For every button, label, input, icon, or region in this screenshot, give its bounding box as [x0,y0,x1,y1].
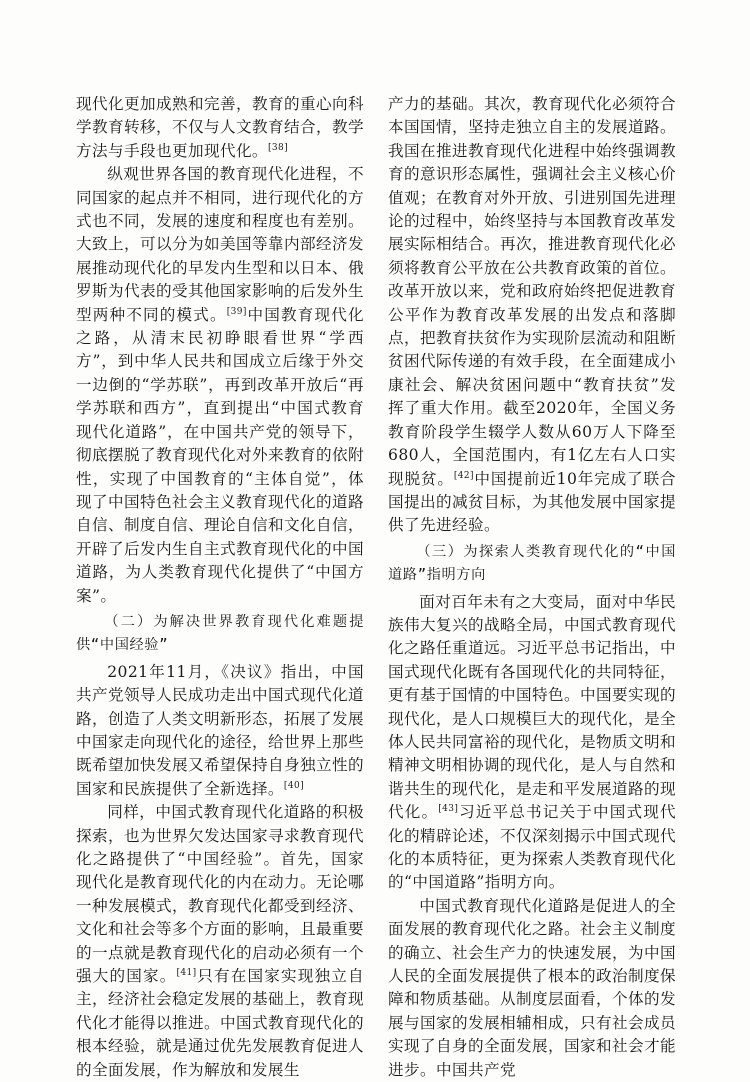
paragraph: 现代化更加成熟和完善，教育的重心向科学教育转移，不仅与人文教育结合，教学方法与手段也更加现代化。[38] [76,95,364,160]
citation-ref: [40] [283,780,304,791]
right-column [388,93,676,1082]
section-heading: （二）为解决世界教育现代化难题提供“中国经验” [76,613,364,654]
left-column [76,93,364,1082]
paragraph: 纵观世界各国的教育现代化进程，不同国家的起点并不相同，进行现代化的方式也不同，发展的速度和程度也有差别。大致上，可以分为如美国等靠内部经济发展推动现代化的早发内生型和以日本、俄罗斯为代表的受其他国家影响的后发外生型两种不同的模式。[39]中国教育现代化之路，从清末民初睁眼看世界“学西方”，到中华人民共和国成立后缘于外交一边倒的“学苏联”，再到改革开放后“再学苏联和西方”，直到提出“中国式教育现代化道路”，在中国共产党的领导下，彻底摆脱了教育现代化对外来教育的依附性，实现了中国教育的“主体自觉”，体现了中国特色社会主义教育现代化的道路自信、制度自信、理论自信和文化自信，开辟了后发内生自主式教育现代化的中国道路，为人类教育现代化提供了“中国方案”。 [76,165,364,605]
citation-ref: [41] [176,967,197,978]
section-heading: （三）为探索人类教育现代化的“中国道路”指明方向 [388,543,676,584]
paragraph: 产力的基础。其次，教育现代化必须符合本国国情，坚持走独立自主的发展道路。我国在推进教育现代化进程中始终强调教育的意识形态属性，强调社会主义核心价值观；在教育对外开放、引进别国先进理论的过程中，始终坚持与本国教育改革发展实际相结合。再次，推进教育现代化必须将教育公平放在公共教育政策的首位。改革开放以来，党和政府始终把促进教育公平作为教育改革发展的出发点和落脚点，把教育扶贫作为实现阶层流动和阻断贫困代际传递的有效手段，在全面建成小康社会、解决贫困问题中“教育扶贫”发挥了重大作用。截至2020年，全国义务教育阶段学生辍学人数从60万人下降至680人，全国范围内，有1亿左右人口实现脱贫。[42]中国提前近10年完成了联合国提出的减贫目标，为其他发展中国家提供了先进经验。 [388,95,676,535]
citation-ref: [38] [267,142,289,153]
paragraph: 同样，中国式教育现代化道路的积极探索，也为世界欠发达国家寻求教育现代化之路提供了“中国经验”。首先，国家现代化是教育现代化的内在动力。无论哪一种发展模式，教育现代化都受到经济、文化和社会等多个方面的影响，且最重要的一点就是教育现代化的启动必须有一个强大的国家。[41]只有在国家实现独立自主，经济社会稳定发展的基础上，教育现代化才能得以推进。中国式教育现代化的根本经验，就是通过优先发展教育促进人的全面发展，作为解放和发展生 [76,803,364,1079]
paragraph: 2021年11月，《决议》指出，中国共产党领导人民成功走出中国式现代化道路，创造了人类文明新形态，拓展了发展中国家走向现代化的途径，给世界上那些既希望加快发展又希望保持自身独立性的国家和民族提供了全新选择。[40] [76,662,364,798]
paragraph: 面对百年未有之大变局，面对中华民族伟大复兴的战略全局，中国式教育现代化之路任重道远。习近平总书记指出，中国式现代化既有各国现代化的共同特征，更有基于国情的中国特色。中国要实现的现代化，是人口规模巨大的现代化，是全体人民共同富裕的现代化，是物质文明和精神文明相协调的现代化，是人与自然和谐共生的现代化，是走和平发展道路的现代化。[43]习近平总书记关于中国式现代化的精辟论述，不仅深刻揭示中国式现代化的本质特征，更为探索人类教育现代化的“中国道路”指明方向。 [388,592,676,892]
paragraph: 中国式教育现代化道路是促进人的全面发展的教育现代化之路。社会主义制度的确立、社会生产力的快速发展，为中国人民的全面发展提供了根本的政治制度保障和物质基础。从制度层面看，个体的发展与国家的发展相辅相成，只有社会成员实现了自身的全面发展，国家和社会才能进步。中国共产党 [388,896,676,1079]
citation-ref: [39] [226,306,247,317]
citation-ref: [42] [453,470,474,481]
citation-ref: [43] [438,804,459,814]
